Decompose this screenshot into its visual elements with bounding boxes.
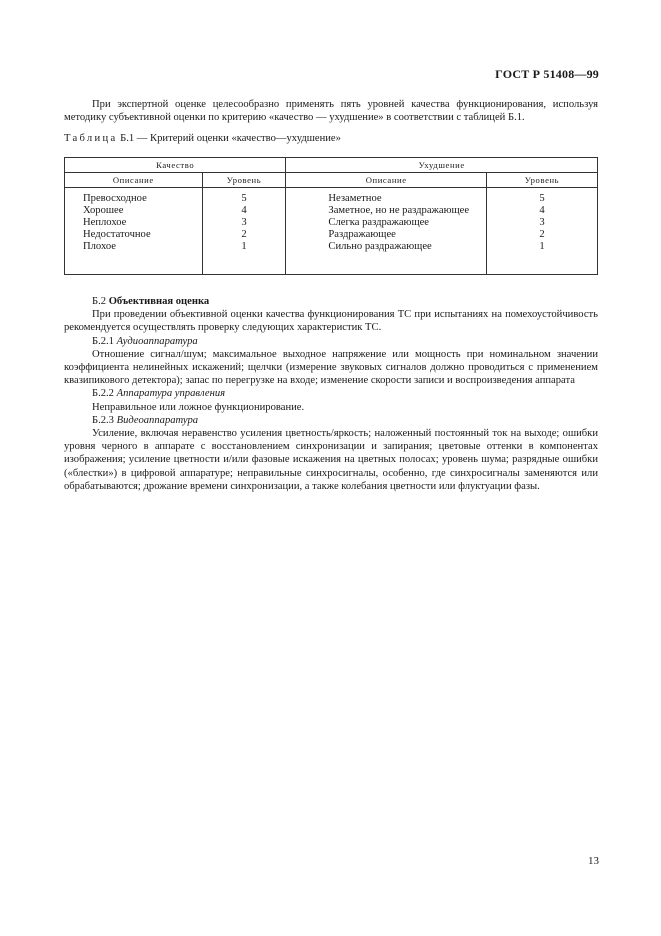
header-impairment-description: Описание [286, 173, 487, 188]
page-number: 13 [588, 855, 599, 867]
table-cell: 1 [241, 241, 247, 252]
subsection-b22-number: Б.2.2 [92, 388, 114, 400]
subsection-b21-heading [64, 335, 598, 348]
subsection-b22-text: Неправильное или ложное функционирование. [92, 401, 305, 413]
quality-level-cell [202, 188, 286, 275]
section-b2-title: Объективная оценка [108, 296, 210, 307]
section-b2-heading [64, 295, 598, 308]
impairment-level-cell [486, 188, 597, 275]
header-impairment: Ухудшение [286, 158, 598, 173]
table-caption [64, 133, 341, 144]
table-cell: Превосходное [83, 193, 147, 204]
header-quality-description: Описание [65, 173, 203, 188]
table-cell: 4 [539, 205, 545, 216]
header-quality-level: Уровень [202, 173, 286, 188]
criteria-table [64, 157, 598, 275]
document-header: ГОСТ Р 51408—99 [495, 67, 599, 81]
table-cell: 1 [539, 241, 545, 252]
table-cell: 4 [241, 205, 247, 216]
section-b2-number: Б.2 [92, 296, 107, 307]
subsection-b22-title: Аппаратура управления [116, 388, 226, 400]
subsection-b21-text: Отношение сигнал/шум; максимальное выходное напряжение или мощность при номинальном значении коэффициента нелинейных искажений; щелчки (измерение звуковых сигналов должно проводиться с применением квазипикового детектора); запас по перегрузке на входе; изменение скорости записи и воспроизведения аппарата [64, 348, 598, 387]
header-quality: Качество [65, 158, 286, 173]
subsection-b23-heading [64, 414, 598, 427]
subsection-b21-title: Аудиоаппаратура [116, 335, 198, 347]
table-cell: Неплохое [83, 217, 127, 228]
table-cell: Заметное, но не раздражающее [328, 205, 470, 216]
table-cell: Хорошее [83, 205, 124, 216]
table-cell: 5 [241, 193, 247, 204]
subsection-b23-text: Усиление, включая неравенство усиления цветность/яркость; наложенный постоянный ток на выходе; ошибки уровня черного в аппарате с восстановлением синхронизации и запирания; цветовые оттенки в компонентах изображения; усиление цветности и/или фазовые искажения на цветных полосах; уровень шума; разрядные ошибки («блестки») в цифровой аппаратуре; неправильные синхросигналы, особенно, где синхросигналы заменяются или обрабатываются; дрожание времени синхронизации, а также колебания цветности или флуктуации фазы. [64, 428, 598, 492]
table-cell: Плохое [83, 241, 116, 252]
table-cell: 2 [241, 229, 247, 240]
subsection-b22-heading [64, 387, 598, 400]
table-cell: 3 [241, 217, 247, 228]
section-b2-paragraph: При проведении объективной оценки качества функционирования ТС при испытаниях на помехоустойчивость рекомендуется осуществлять проверку следующих характеристик ТС. [64, 309, 598, 334]
table-cell: Слегка раздражающее [328, 217, 430, 228]
subsection-b23-title: Видеоаппаратура [116, 414, 199, 426]
table-caption-label: Таблица [64, 133, 118, 144]
intro-paragraph: При экспертной оценке целесообразно применять пять уровней качества функционирования, используя методику субъективной оценки по критерию «качество — ухудшение» в соответствии с таблицей Б.1. [64, 99, 598, 124]
header-impairment-level: Уровень [486, 173, 597, 188]
subsection-b23-number: Б.2.3 [92, 414, 114, 426]
table-cell: Раздражающее [328, 229, 396, 240]
impairment-description-cell [286, 188, 487, 275]
section-b2 [64, 295, 598, 493]
quality-description-cell [65, 188, 203, 275]
table-cell: 3 [539, 217, 545, 228]
table-cell: Незаметное [328, 193, 382, 204]
table-caption-text: Б.1 — Критерий оценки «качество—ухудшение» [120, 133, 341, 144]
table-cell: Недостаточное [83, 229, 151, 240]
subsection-b21-number: Б.2.1 [92, 335, 114, 347]
table-cell: 2 [539, 229, 545, 240]
table-cell: Сильно раздражающее [328, 241, 432, 252]
table-cell: 5 [539, 193, 545, 204]
